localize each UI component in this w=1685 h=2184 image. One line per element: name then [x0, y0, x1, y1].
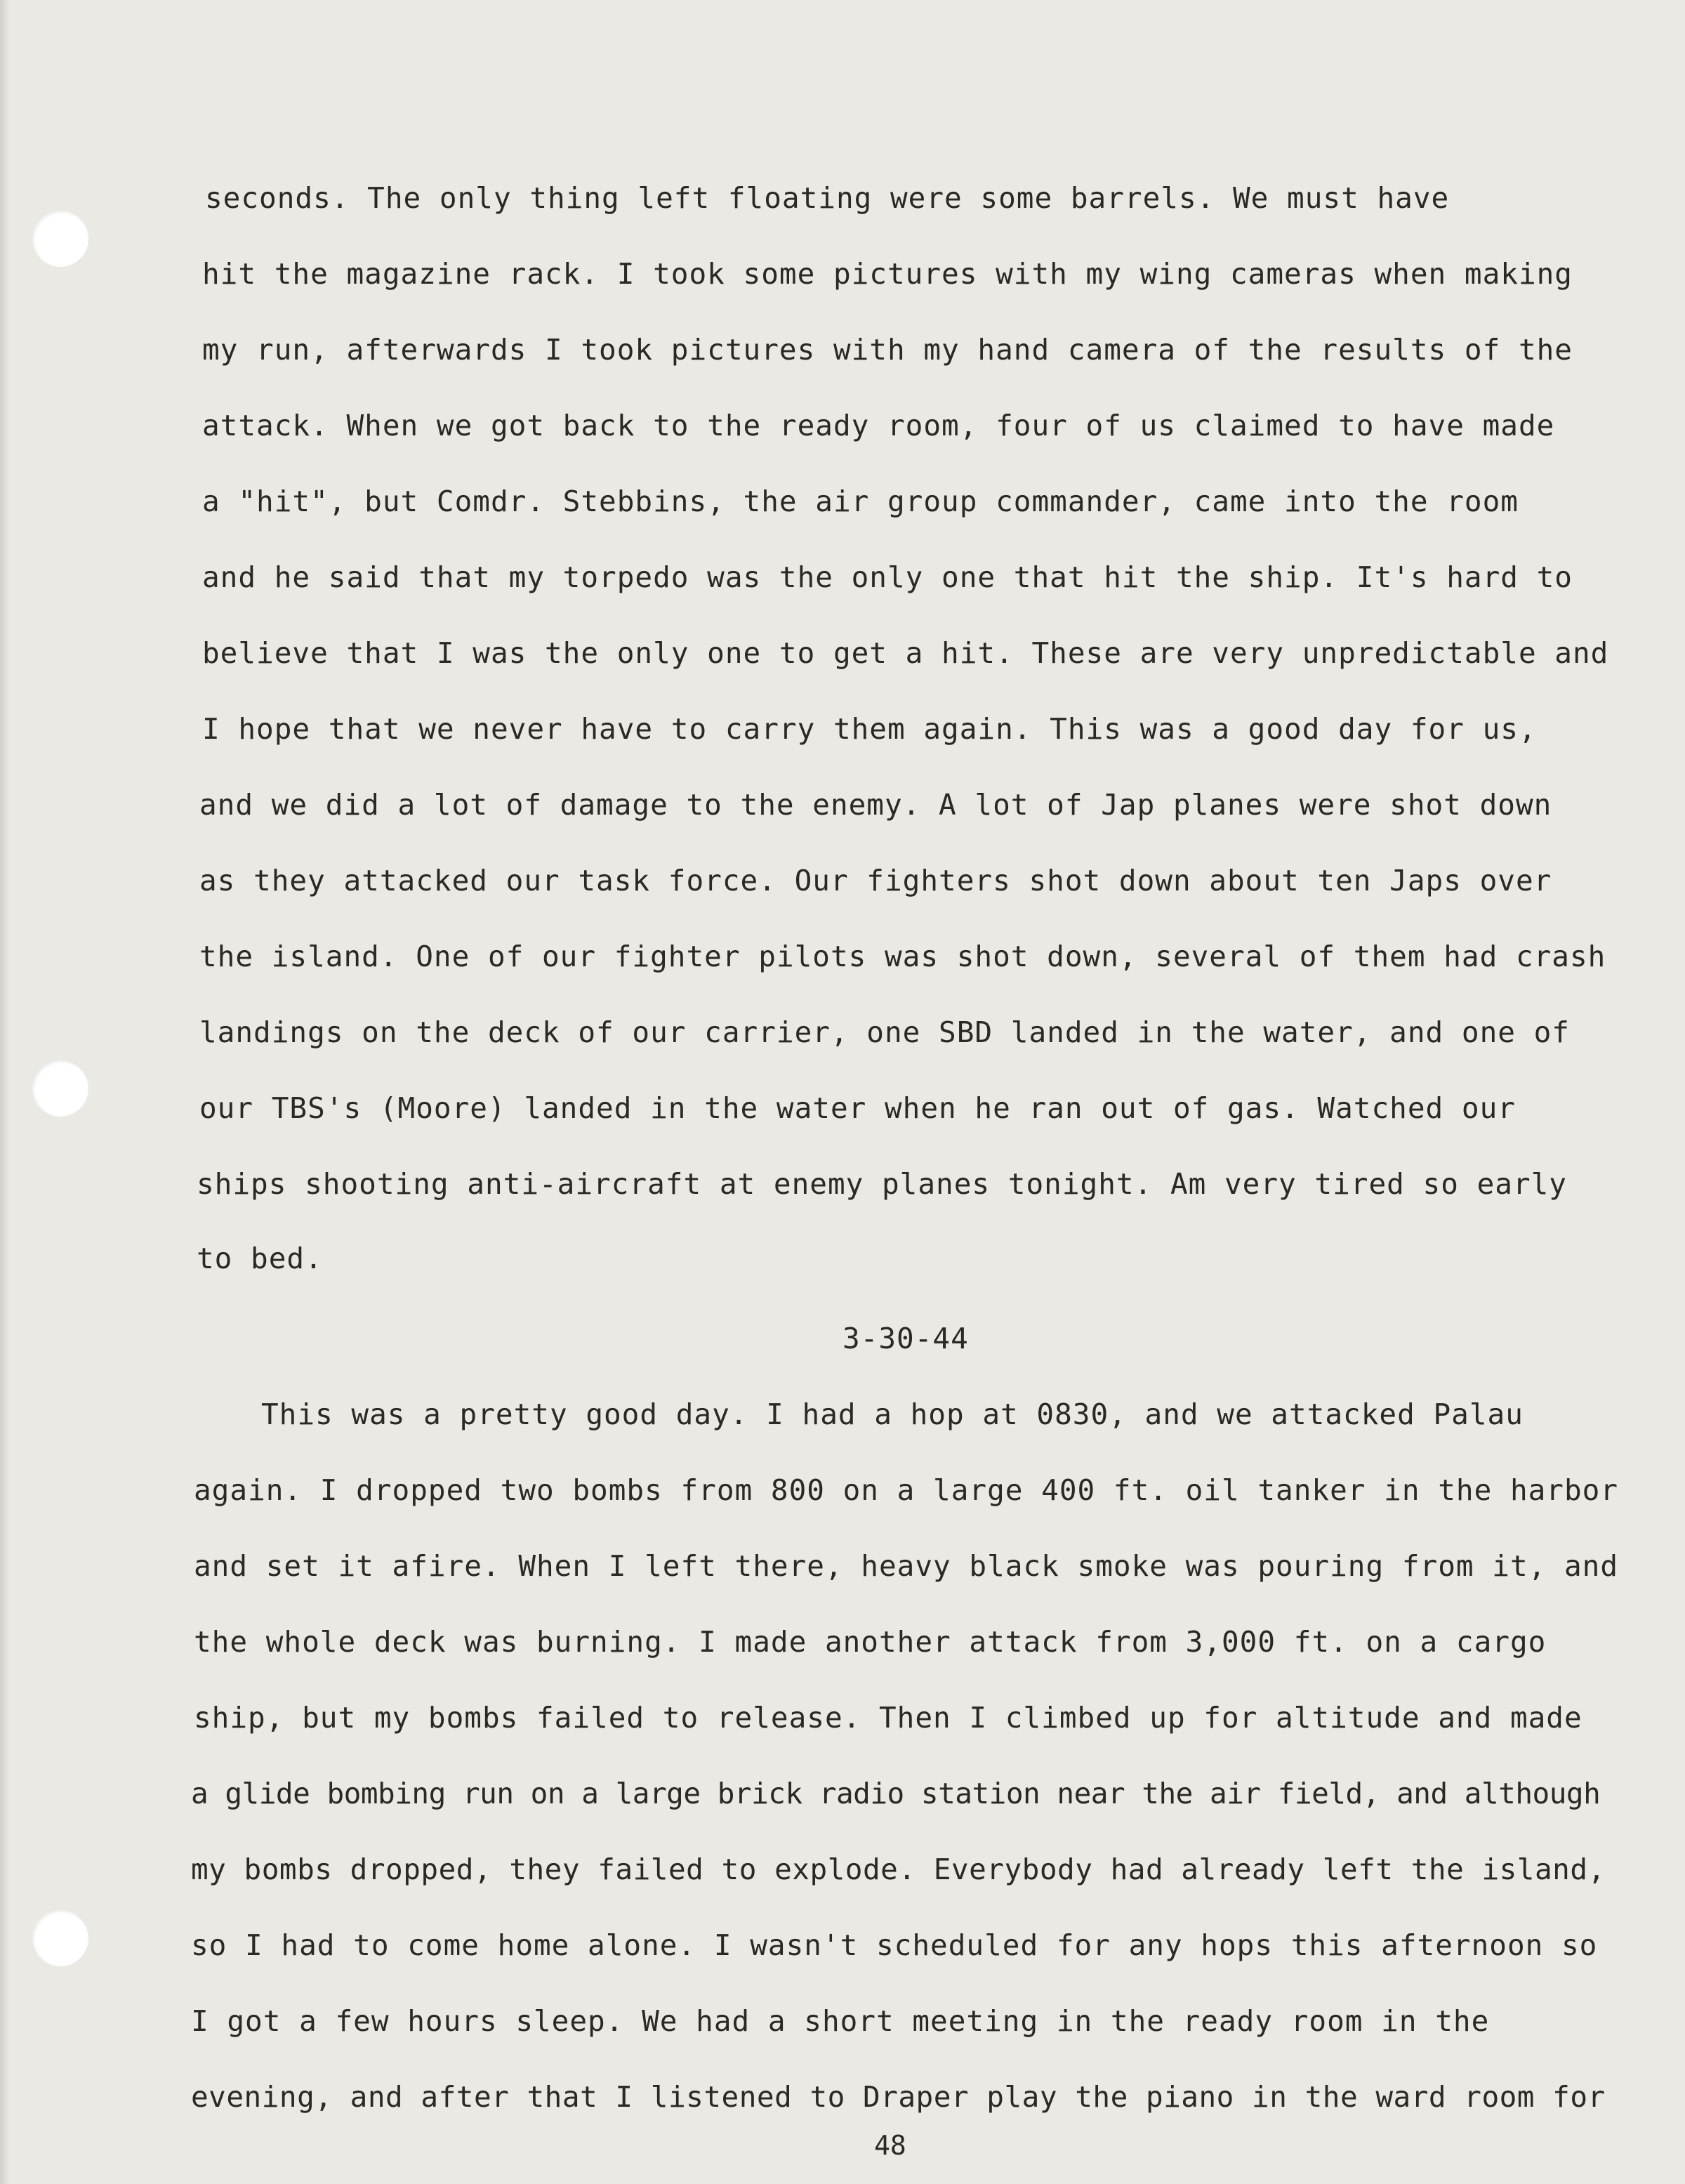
entry-date-heading: 3-30-44 [842, 1322, 969, 1355]
text-line: ships shooting anti-aircraft at enemy planes tonight. Am very tired so early [197, 1167, 1567, 1201]
page-number: 48 [874, 2130, 906, 2161]
text-line: the whole deck was burning. I made another attack from 3,000 ft. on a cargo [194, 1625, 1547, 1659]
punch-hole [32, 211, 88, 267]
text-line: hit the magazine rack. I took some pictures with my wing cameras when making [202, 257, 1573, 291]
text-line: as they attacked our task force. Our fighters shot down about ten Japs over [199, 864, 1552, 897]
text-line: I got a few hours sleep. We had a short meeting in the ready room in the [191, 2004, 1490, 2038]
punch-hole [32, 1910, 88, 1966]
page-left-edge [0, 0, 10, 2184]
text-line: landings on the deck of our carrier, one SBD landed in the water, and one of [199, 1015, 1570, 1049]
text-line: seconds. The only thing left floating were some barrels. We must have [205, 181, 1450, 215]
text-line: and he said that my torpedo was the only one that hit the ship. It's hard to [202, 560, 1573, 594]
text-line: the island. One of our fighter pilots was shot down, several of them had crash [199, 940, 1606, 973]
text-line: ship, but my bombs failed to release. Then I climbed up for altitude and made [194, 1701, 1582, 1735]
text-line: to bed. [197, 1242, 323, 1275]
text-line: a glide bombing run on a large brick radio station near the air field, and although [191, 1777, 1601, 1810]
text-line: my bombs dropped, they failed to explode. Everybody had already left the island, [191, 1853, 1606, 1886]
text-line: believe that I was the only one to get a hit. These are very unpredictable and [202, 636, 1609, 670]
text-line: our TBS's (Moore) landed in the water when he ran out of gas. Watched our [199, 1091, 1516, 1125]
punch-hole [32, 1060, 88, 1117]
text-line: attack. When we got back to the ready room, four of us claimed to have made [202, 409, 1555, 442]
text-line: a "hit", but Comdr. Stebbins, the air group commander, came into the room [202, 485, 1519, 518]
text-line: my run, afterwards I took pictures with my hand camera of the results of the [202, 333, 1573, 367]
text-line: and set it afire. When I left there, heavy black smoke was pouring from it, and [194, 1549, 1619, 1583]
text-line: This was a pretty good day. I had a hop at 0830, and we attacked Palau [261, 1397, 1524, 1431]
text-line: and we did a lot of damage to the enemy. A lot of Jap planes were shot down [199, 788, 1552, 822]
text-line: so I had to come home alone. I wasn't scheduled for any hops this afternoon so [191, 1928, 1598, 1962]
text-line: evening, and after that I listened to Draper play the piano in the ward room for [191, 2080, 1606, 2114]
text-line: again. I dropped two bombs from 800 on a large 400 ft. oil tanker in the harbor [194, 1473, 1619, 1507]
text-line: I hope that we never have to carry them again. This was a good day for us, [202, 712, 1537, 746]
